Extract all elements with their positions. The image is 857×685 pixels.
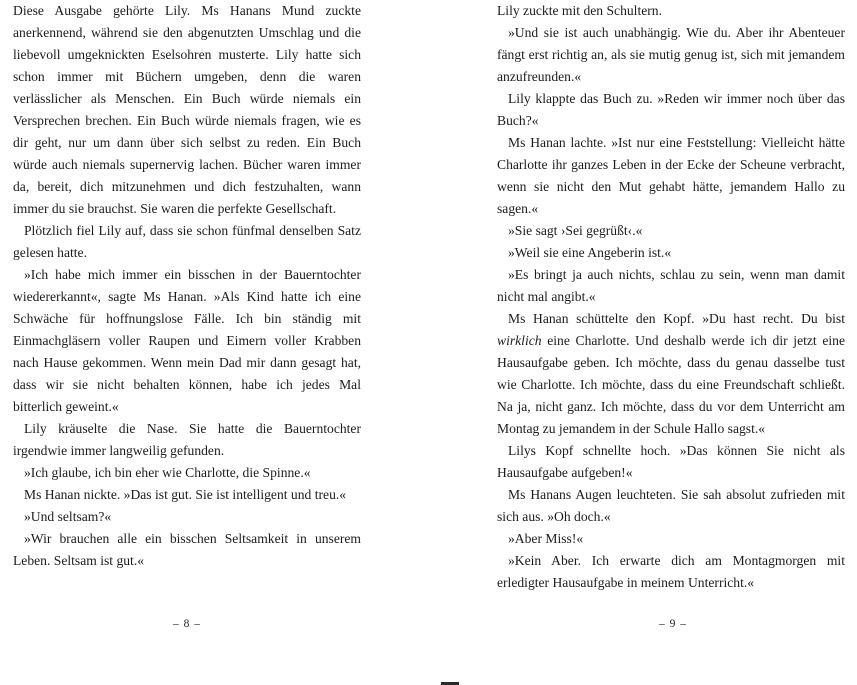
- paragraph: »Aber Miss!«: [508, 531, 584, 546]
- emphasis: wirklich: [497, 333, 542, 348]
- paragraph: Lily klappte das Buch zu. »Reden wir immer noch über das Buch?«: [497, 91, 845, 128]
- paragraph: Lily zuckte mit den Schultern.: [497, 3, 662, 18]
- left-page: [0, 0, 405, 685]
- paragraph: »Weil sie eine Angeberin ist.«: [508, 245, 672, 260]
- paragraph-segment: eine Charlotte. Und deshalb werde ich dir jetzt eine Hausaufgabe geben. Ich möchte, dass du genau dasselbe tust wie Charlotte. Ich möchte, dass du eine Freundschaft schließt. Na ja, nicht ganz. Ich möchte, dass du vor dem Unterricht am Montag zu jemandem in der Schule Hallo sagst.«: [497, 333, 846, 436]
- page-number: – 9 –: [659, 618, 687, 630]
- paragraph-segment: Ms Hanan schüttelte den Kopf. »Du hast recht. Du bist: [508, 311, 845, 326]
- paragraph: Lily kräuselte die Nase. Sie hatte die Bauerntochter irgendwie immer langweilig gefunden.: [13, 421, 361, 458]
- paragraph: »Ich glaube, ich bin eher wie Charlotte, die Spinne.«: [24, 465, 311, 480]
- paragraph: Plötzlich fiel Lily auf, dass sie schon fünfmal denselben Satz gelesen hatte.: [13, 223, 361, 260]
- paragraph: »Und sie ist auch unabhängig. Wie du. Aber ihr Abenteuer fängt erst richtig an, als sie mutig genug ist, sich mit jemandem anzufreunden.«: [497, 25, 845, 84]
- paragraph: »Sie sagt ›Sei gegrüßt‹.«: [508, 223, 643, 238]
- paragraph: »Und seltsam?«: [24, 509, 112, 524]
- paragraph: Lilys Kopf schnellte hoch. »Das können Sie nicht als Hausaufgabe aufgeben!«: [497, 443, 845, 480]
- paragraph: »Ich habe mich immer ein bisschen in der Bauerntochter wiedererkannt«, sagte Ms Hanan. »Als Kind hatte ich eine Schwäche für hoffnungslose Fälle. Ich bin ständig mit Einmachgläsern voller Raupen und Eimern voller Krabben nach Hause gekommen. Wenn mein Dad mir dann gesagt hat, dass wir sie nicht behalten können, habe ich jedes Mal bitterlich geweint.«: [13, 267, 361, 414]
- paragraph: [497, 308, 845, 440]
- paragraph: Ms Hanan lachte. »Ist nur eine Feststellung: Vielleicht hätte Charlotte ihr ganzes Leben in der Ecke der Scheune verbracht, wenn sie nicht den Mut gehabt hätte, jemandem Hallo zu sagen.«: [497, 135, 845, 216]
- paragraph: Ms Hanans Augen leuchteten. Sie sah absolut zufrieden mit sich aus. »Oh doch.«: [497, 487, 845, 524]
- paragraph: »Wir brauchen alle ein bisschen Seltsamkeit in unserem Leben. Seltsam ist gut.«: [13, 531, 361, 568]
- right-page-text: [497, 0, 845, 594]
- paragraph: Ms Hanan nickte. »Das ist gut. Sie ist intelligent und treu.«: [24, 487, 347, 502]
- paragraph: »Kein Aber. Ich erwarte dich am Montagmorgen mit erledigter Hausaufgabe in meinem Unterricht.«: [497, 553, 845, 590]
- left-page-text: [13, 0, 361, 572]
- paragraph: »Es bringt ja auch nichts, schlau zu sein, wenn man damit nicht mal angibt.«: [497, 267, 845, 304]
- paragraph: Diese Ausgabe gehörte Lily. Ms Hanans Mund zuckte anerkennend, während sie den abgenutzten Umschlag und die liebevoll umgeknickten Eselsohren musterte. Lily hatte sich schon immer mit Büchern umgeben, denn die waren verlässlicher als Menschen. Ein Buch würde niemals ein Versprechen brechen. Ein Buch würde niemals fragen, wie es dir geht, nur um dann über sich selbst zu reden. Ein Buch würde auch niemals supernervig lachen. Bücher waren immer da, bereit, dich mitzunehmen und dich festzuhalten, wann immer du sie brauchst. Sie waren die perfekte Gesellschaft.: [13, 3, 361, 216]
- right-page: [452, 0, 857, 685]
- page-number: – 8 –: [173, 618, 201, 630]
